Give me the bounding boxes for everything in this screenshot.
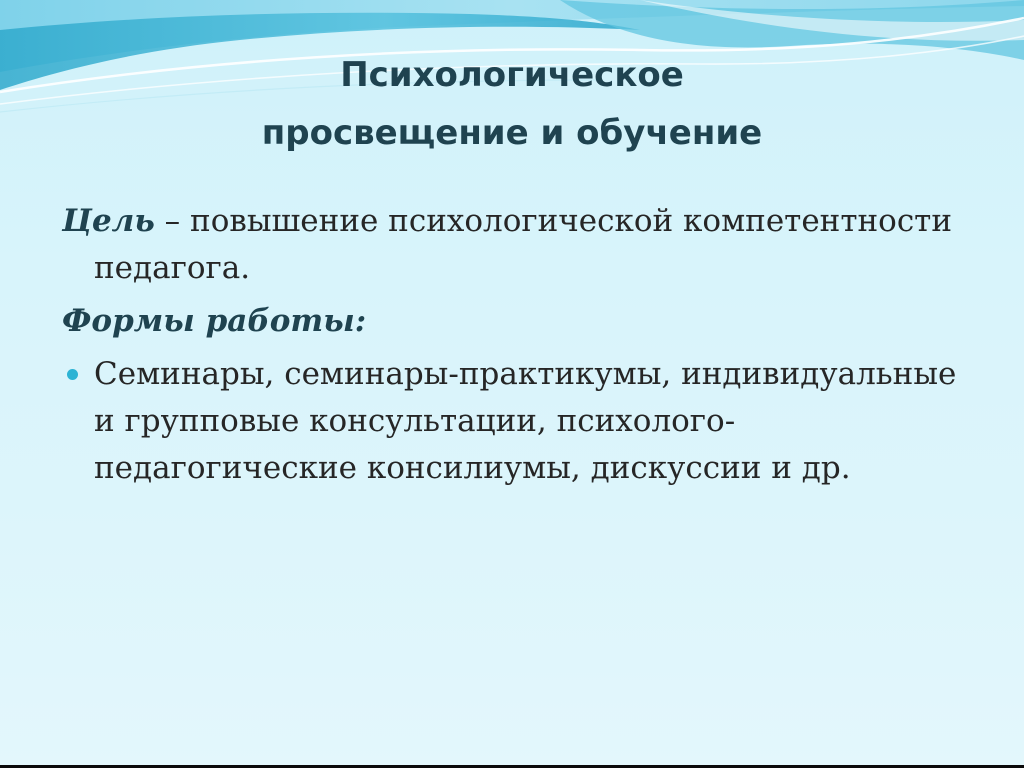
bullet-item [62,351,962,492]
slide-body [62,198,962,492]
bullet-dot-icon [67,369,78,380]
slide-title [0,46,1024,162]
goal-label: Цель [62,203,155,239]
bullet-text: Семинары, семинары-практикумы, индивидуальные и групповые консультации, психолого-педагогические консилиумы, дискуссии и др. [94,356,957,486]
forms-heading [62,298,962,345]
goal-paragraph [62,198,962,292]
goal-text: – повышение психологической компетентности педагога. [94,203,952,286]
title-line-1: Психологическое [340,55,684,95]
title-line-2: просвещение и обучение [261,113,763,153]
forms-label: Формы работы: [62,303,367,339]
